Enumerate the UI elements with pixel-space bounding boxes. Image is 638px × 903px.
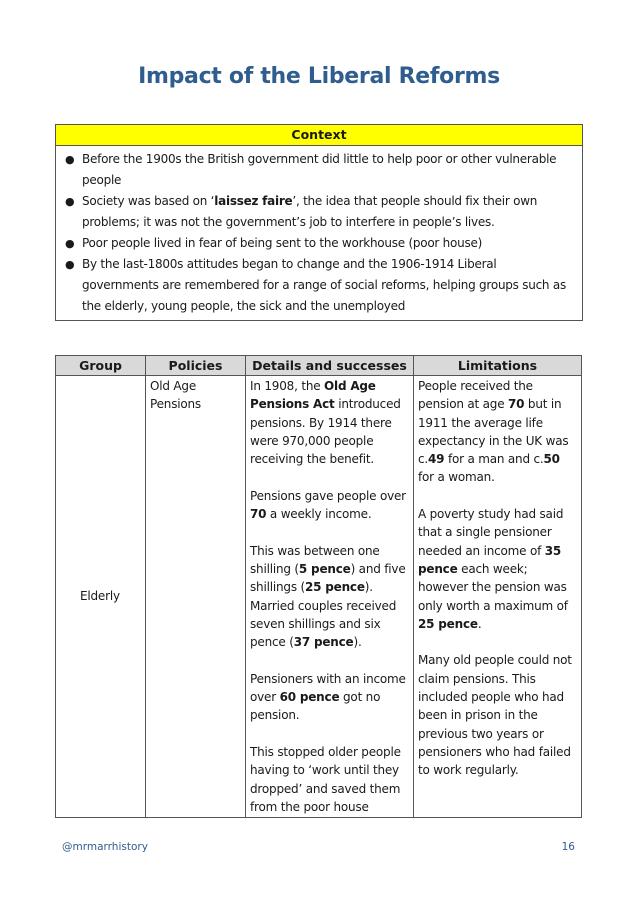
context-bullet-text: Poor people lived in fear of being sent to the workhouse (poor house) <box>82 236 483 250</box>
bold-term: 25 pence <box>304 580 365 595</box>
table-header-row <box>56 356 582 376</box>
bullet-icon: ● <box>65 153 75 166</box>
limitations-cell <box>414 376 582 818</box>
context-bullet <box>65 254 574 317</box>
context-heading: Context <box>56 125 582 146</box>
context-list <box>56 146 582 320</box>
bold-term: 50 <box>543 452 560 467</box>
bold-term: laissez faire <box>214 194 293 208</box>
header-policies: Policies <box>146 356 246 376</box>
context-bullet-text: Before the 1900s the British government did little to help poor or other vulnerable people <box>82 152 557 187</box>
bullet-icon: ● <box>65 195 75 208</box>
details-paragraph: This was between one shilling (5 pence) and five shillings (25 pence). Married couples received seven shillings and six pence (37 pence). <box>250 543 406 650</box>
bold-term: 60 pence <box>279 690 340 705</box>
header-group: Group <box>56 356 146 376</box>
group-cell: Elderly <box>56 376 146 818</box>
header-limitations: Limitations <box>414 356 582 376</box>
context-box <box>55 124 583 321</box>
bold-term: 70 <box>250 507 267 522</box>
bold-term: 25 pence <box>418 616 478 631</box>
bold-term: 5 pence <box>298 561 351 576</box>
details-paragraph: Pensions gave people over 70 a weekly income. <box>250 488 406 522</box>
bold-term: 35 pence <box>418 543 562 576</box>
details-paragraph: In 1908, the Old Age Pensions Act introduced pensions. By 1914 there were 970,000 people receiving the benefit. <box>250 379 401 467</box>
details-cell <box>246 376 414 818</box>
bullet-icon: ● <box>65 237 75 250</box>
bullet-icon: ● <box>65 258 75 271</box>
context-bullet <box>65 149 574 191</box>
page-number: 16 <box>561 841 575 853</box>
footer-handle: @mrmarrhistory <box>62 841 148 853</box>
limitations-paragraph: People received the pension at age 70 but in 1911 the average life expectancy in the UK was c.49 for a man and c.50 for a woman. <box>418 379 569 485</box>
details-paragraph: This stopped older people having to ‘work until they dropped’ and saved them from the poor house <box>250 744 401 814</box>
context-bullet-text: By the last-1800s attitudes began to change and the 1906-1914 Liberal governments are remembered for a range of social reforms, helping groups such as the elderly, young people, the sick and the unemployed <box>82 257 566 313</box>
context-bullet-text: Society was based on ‘laissez faire’, the idea that people should fix their own problems; it was not the government’s job to interfere in people’s lives. <box>82 194 538 229</box>
page-title: Impact of the Liberal Reforms <box>138 64 500 89</box>
header-details: Details and successes <box>246 356 414 376</box>
context-bullet <box>65 233 574 254</box>
limitations-paragraph: A poverty study had said that a single pensioner needed an income of 35 pence each week; however the pension was only worth a maximum of 25 pence. <box>418 507 568 631</box>
table-row <box>56 376 582 818</box>
details-paragraph: Pensioners with an income over 60 pence got no pension. <box>250 671 406 723</box>
bold-term: 49 <box>428 452 445 467</box>
bold-term: Old Age Pensions Act <box>250 379 376 412</box>
policy-cell: Old Age Pensions <box>146 376 246 818</box>
bold-term: 70 <box>508 397 525 412</box>
context-bullet <box>65 191 574 233</box>
reforms-table <box>55 355 582 818</box>
limitations-paragraph: Many old people could not claim pensions. This included people who had been in prison in the previous two years or pensioners who had failed to work regularly. <box>418 653 572 778</box>
bold-term: 37 pence <box>293 635 354 650</box>
